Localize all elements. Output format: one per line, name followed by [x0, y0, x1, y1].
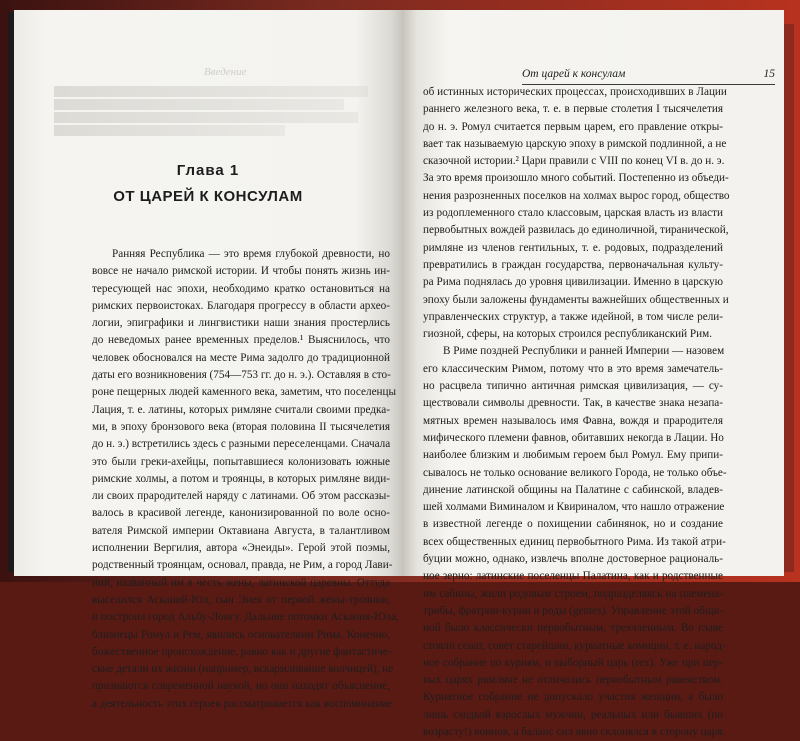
- text-line: шей холмами Виминалом и Квириналом, что нашло отражение: [423, 501, 725, 514]
- chapter-title: ОТ ЦАРЕЙ К КОНСУЛАМ: [113, 188, 303, 205]
- text-line: до н. э. Ромул считается первым царем, его правление откры-: [423, 120, 723, 133]
- text-line: тересующей нас эпохи, необходимо кратко остановиться на: [92, 282, 390, 295]
- text-line: ществовали символы древности. Так, в качестве знака незапа-: [423, 397, 723, 410]
- right-page: [402, 10, 784, 738]
- show-through-text: [54, 86, 384, 138]
- text-line: до н. э.) встретились здесь с разными переселенцами. Сначала: [92, 438, 391, 451]
- text-line: наиболее близким и любимым героем был Ромул. Ему припи-: [423, 449, 723, 462]
- text-line: сывалось не только основание великого Города, не только объе-: [423, 466, 727, 479]
- right-page-text: [423, 84, 730, 741]
- open-book: [14, 10, 784, 738]
- text-line: ра Рима поднялась до уровня цивилизации. Именно в царскую: [423, 276, 723, 289]
- text-line: лишь сходкой взрослых мужчин, реальных или бывших (по: [423, 708, 723, 721]
- text-line: им сабины, жили родовым строем, подразделяясь на племена-: [423, 587, 723, 600]
- text-line: мятных времен называлось имя Фавна, вождя и прародителя: [423, 414, 723, 427]
- text-line: мифического племени фавнов, обитавших некогда в Лации. Но: [423, 431, 724, 444]
- text-line: первобытных вождей развилась до единоличной, тиранической,: [423, 224, 729, 237]
- text-line: исполнении Вергилия, автора «Энеиды». Герой этой поэмы,: [92, 542, 390, 555]
- text-line: вает так называемую царскую эпоху в римской подлинной, а не: [423, 137, 727, 150]
- text-line: гиозной, сферы, на которых строился республиканский Рим.: [423, 328, 713, 341]
- left-page-text: [92, 246, 399, 713]
- text-line: В Риме поздней Республики и ранней Империи — назовем: [443, 345, 725, 358]
- text-line: в известной легенде о похищении сабинянок, но и создание: [423, 518, 723, 531]
- text-line: римских первоистоках. Благодаря прогрессу в области архео-: [92, 299, 390, 312]
- text-line: ли своих прародителей наряду с латинами. Об этом рассказы-: [92, 490, 390, 503]
- text-line: божественное происхождение, равно как и другие фантастиче-: [92, 645, 392, 658]
- text-line: логии, эпиграфики и лингвистики наши знания простерлись: [92, 317, 390, 330]
- text-line: ний, названный им в честь жены, латинской царевны. Оттуда: [92, 576, 390, 589]
- text-line: эпоху были заложены фундаменты важнейших общественных и: [423, 293, 729, 306]
- text-line: управленческих структур, а также идейной, в том числе рели-: [423, 310, 723, 323]
- text-line: ное собрание по куриям, и выборный царь (rex). Уже при пер-: [423, 656, 723, 669]
- text-line: валось в красивой легенде, канонизированной по воле осно-: [92, 507, 390, 520]
- text-line: его классическим Римом, потому что в это время замечатель-: [423, 362, 723, 375]
- show-through-header: Введение: [204, 66, 247, 78]
- left-page: [14, 10, 402, 710]
- text-line: Лация, т. е. латины, которых римляне считали своими предка-: [92, 403, 390, 416]
- text-line: нения разрозненных поселков на холмах вырос город, общество: [423, 189, 730, 202]
- text-line: а деятельность этих героев рассматривается как воспоминание: [92, 697, 393, 710]
- text-line: ми, в эпоху бронзового века (вторая половина II тысячелетия: [92, 420, 390, 433]
- text-line: динение латинской общины на Палатине с сабинской, владев-: [423, 483, 723, 496]
- text-line: ной было классически первобытным, трехчленным. Во главе: [423, 622, 723, 635]
- text-line: ное зерно: латинские поселенцы Палатина, как и родственные: [423, 570, 723, 583]
- text-line: даты его возникновения (754—753 гг. до н. э.). Оставляя в сто-: [92, 369, 391, 382]
- chapter-number: Глава 1: [176, 162, 240, 179]
- text-line: это были греки-ахейцы, попытавшиеся колонизовать южные: [92, 455, 390, 468]
- text-line: сказочной истории.² Цари правили с VIII по конец VI в. до н. э.: [423, 155, 725, 168]
- page-number: 15: [763, 68, 775, 80]
- text-line: ские детали их жизни (например, вскармливание волчицей), не: [92, 663, 394, 676]
- text-line: римляне из членов гентильных, т. е. родовых, подразделений: [423, 241, 723, 254]
- text-line: человек обосновался на месте Рима задолго до традиционной: [92, 351, 390, 364]
- text-line: но расцвела типично античная римская цивилизация, — су-: [423, 380, 723, 393]
- text-line: римские холмы, а потом и троянцы, в которых римляне види-: [92, 472, 390, 485]
- text-line: раннего железного века, т. е. в первые столетия I тысячелетия: [423, 103, 723, 116]
- text-line: буции можно, однако, извлечь вполне достоверное рациональ-: [423, 553, 723, 566]
- text-line: вателя Римской империи Октавиана Августа, в талантливом: [92, 524, 390, 537]
- text-line: выселился Асканий-Юл, сын Энея от первой жены-троянки,: [92, 593, 390, 606]
- text-line: трибы, фратрии-курии и роды (gentes). Управление этой общи-: [423, 604, 724, 617]
- text-line: и построил город Альбу-Лонгу. Дальние потомки Аскания-Юла,: [92, 611, 399, 624]
- running-header: [522, 68, 775, 85]
- text-line: вых царях римляне не отличались первобытным равенством.: [423, 674, 723, 687]
- text-line: об истинных исторических процессах, происходивших в Лации: [423, 86, 727, 98]
- text-line: Ранняя Республика — это время глубокой древности, но: [112, 248, 390, 260]
- text-line: до неведомых ранее временных пределов.¹ Выяснилось, что: [92, 334, 390, 347]
- text-line: всех общественных единиц первобытного Рима. Из такой атри-: [423, 535, 726, 548]
- text-line: стояли сенат, совет старейшин, куриатные комиции, т. е. народ-: [423, 639, 726, 652]
- text-line: родственный троянцам, основал, правда, не Рим, а город Лави-: [92, 559, 393, 572]
- text-line: Куриатное собрание не допускало участия женщин, а было: [423, 691, 723, 704]
- text-line: возрасту!) воинов, а баланс сил явно склонялся в сторону царя.: [423, 725, 726, 738]
- text-line: За это время произошло много событий. Постепенно из объеди-: [423, 172, 729, 185]
- text-line: близнецы Ромул и Рем, явились основателями Рима. Конечно,: [92, 628, 390, 641]
- text-line: превратились в граждан государства, первоначальная культу-: [423, 258, 723, 271]
- text-line: признаются современной наукой, но они находят объяснение,: [92, 680, 390, 693]
- running-title: От царей к консулам: [522, 68, 626, 80]
- text-line: роне пещерных людей каменного века, заметим, что поселенцы: [92, 386, 397, 399]
- text-line: вовсе не начало римской истории. И чтобы понять жизнь ин-: [92, 265, 390, 278]
- text-line: из родоплеменного стало классовым, царская власть из власти: [423, 207, 723, 220]
